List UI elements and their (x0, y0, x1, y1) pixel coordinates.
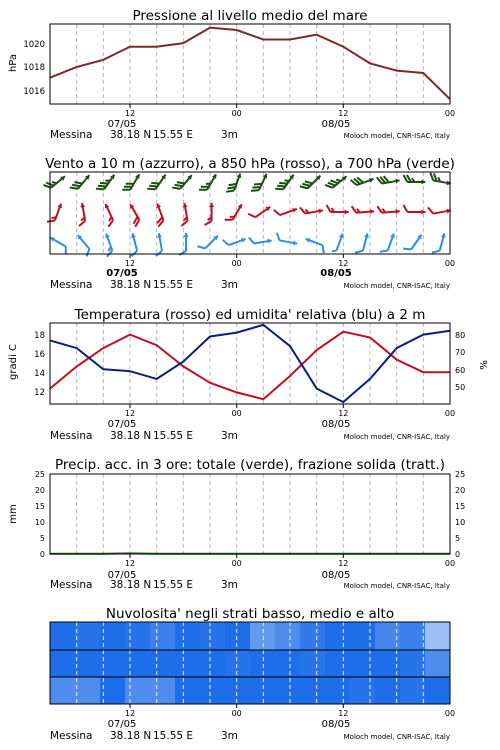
precip-title: Precip. acc. in 3 ore: totale (verde), frazione solida (tratt.) (55, 457, 445, 473)
wind-credit: Moloch model, CNR-ISAC, Italy (343, 282, 450, 290)
cloud-cell-basso (125, 677, 151, 704)
wind-barb-flag (403, 245, 411, 252)
cloud-cell-medio (200, 650, 226, 677)
cloud-cell-basso (325, 677, 351, 704)
wind-barb-10m (100, 233, 116, 257)
pressure-line (50, 28, 450, 100)
wind-barb-850 (151, 203, 167, 227)
temperature-date-2: 08/05 (321, 419, 351, 430)
humidity-ytick-50: 50 (455, 383, 466, 392)
temperature-xtick-12b: 12 (338, 409, 349, 418)
wind-barb-700 (44, 171, 67, 192)
wind-barb-flag (352, 206, 357, 213)
temperature-ytick-14: 14 (34, 369, 45, 379)
temperature-location: Messina (50, 430, 93, 442)
pressure-title: Pressione al livello medio del mare (132, 8, 368, 24)
wind-barb-700 (70, 171, 91, 194)
cloud-cell-alto (250, 622, 276, 650)
wind-barb-flag (403, 205, 407, 212)
pressure-xtick-00b: 00 (444, 109, 456, 118)
precip-ytick-10: 10 (34, 518, 45, 527)
temperature-date-1: 07/05 (107, 419, 137, 430)
cloud-cell-medio (250, 650, 276, 677)
wind-barb-flag (197, 243, 205, 251)
precip-y2tick-5: 5 (455, 534, 461, 543)
wind-barb-flag (47, 218, 55, 224)
temperature-ytick-12: 12 (34, 388, 45, 398)
temperature-ytick-18: 18 (34, 331, 45, 341)
precip-frame (50, 474, 450, 554)
cloud-cell-basso (400, 677, 426, 704)
cloud-latitude: 38.18 N (110, 730, 152, 742)
pressure-altitude: 3m (221, 129, 238, 141)
cloud-xtick-12a: 12 (124, 709, 136, 718)
precip-location: Messina (50, 579, 93, 591)
wind-barb-850 (377, 204, 400, 215)
cloud-cell-alto (400, 622, 426, 650)
pressure-panel (8, 8, 455, 141)
cloud-cell-medio (400, 650, 426, 677)
wind-location: Messina (50, 279, 93, 291)
cloud-panel (50, 606, 455, 742)
cloud-cell-basso (175, 677, 201, 704)
cloud-cell-medio (425, 650, 451, 677)
wind-title: Vento a 10 m (azzurro), a 850 hPa (rosso), a 700 hPa (verde) (45, 156, 455, 172)
cloud-cell-alto (200, 622, 226, 650)
pressure-location: Messina (50, 129, 93, 141)
cloud-cell-alto (125, 622, 151, 650)
cloud-cell-basso (75, 677, 101, 704)
wind-barb-10m (72, 233, 93, 256)
wind-barb-850 (352, 204, 375, 215)
wind-longitude: 15.55 E (153, 279, 194, 291)
wind-barb-10m (355, 231, 370, 255)
wind-barb-flag (274, 209, 280, 217)
cloud-cells (50, 622, 451, 704)
precip-grid (77, 474, 424, 558)
precip-xtick-00a: 00 (231, 559, 242, 568)
temperature-frame (50, 323, 450, 404)
humidity-ylabel: % (479, 360, 490, 370)
cloud-cell-alto (225, 622, 251, 650)
wind-barb-flag (320, 245, 326, 253)
wind-barb-700 (300, 171, 322, 193)
wind-barb-850 (300, 204, 323, 217)
cloud-cell-medio (175, 650, 201, 677)
temperature-ylabel: gradi C (8, 344, 19, 380)
wind-barb-flag (428, 207, 433, 215)
wind-barb-head (345, 210, 349, 215)
wind-barb-10m (152, 233, 165, 256)
wind-barb-700 (199, 171, 218, 195)
temperature-altitude: 3m (221, 430, 238, 442)
cloud-cell-basso (300, 677, 326, 704)
cloud-cell-medio (350, 650, 376, 677)
pressure-ylabel: hPa (8, 53, 19, 73)
pressure-xtick-12a: 12 (124, 109, 136, 118)
pressure-ytick-1016: 1016 (23, 87, 45, 97)
precip-xtick-00b: 00 (444, 559, 456, 568)
wind-barb-850 (327, 205, 349, 215)
wind-date-1: 07/05 (106, 268, 138, 279)
wind-barb-850 (205, 203, 215, 225)
temperature-xtick-12a: 12 (124, 409, 136, 418)
pressure-xtick-12b: 12 (338, 109, 349, 118)
cloud-cell-alto (275, 622, 301, 650)
precip-y2tick-0: 0 (455, 550, 461, 559)
precip-ytick-25: 25 (34, 470, 45, 479)
cloud-cell-medio (75, 650, 101, 677)
wind-barb-flag (377, 206, 382, 213)
cloud-cell-medio (50, 650, 76, 677)
precip-credit: Moloch model, CNR-ISAC, Italy (343, 582, 450, 590)
cloud-date-2: 08/05 (321, 719, 351, 730)
precip-panel (8, 457, 465, 591)
cloud-cell-alto (75, 622, 101, 650)
precip-longitude: 15.55 E (153, 579, 194, 591)
precip-latitude: 38.18 N (110, 579, 152, 591)
cloud-cell-basso (50, 677, 76, 704)
temperature-xtick-00b: 00 (444, 409, 456, 418)
wind-panel (44, 156, 456, 291)
wind-barb-flag (62, 247, 69, 255)
cloud-cell-medio (325, 650, 351, 677)
precip-xtick-12b: 12 (338, 559, 349, 568)
cloud-xtick-00b: 00 (444, 709, 456, 718)
precip-date-2: 08/05 (321, 570, 351, 581)
wind-barb-flag (181, 221, 189, 226)
wind-barb-700 (429, 173, 452, 186)
wind-barb-850 (248, 201, 271, 221)
temperature-latitude: 38.18 N (110, 430, 152, 442)
cloud-cell-basso (200, 677, 226, 704)
wind-barb-10m (223, 232, 247, 248)
wind-barb-flag (78, 221, 86, 226)
cloud-altitude: 3m (221, 730, 238, 742)
humidity-line (50, 325, 450, 402)
pressure-credit: Moloch model, CNR-ISAC, Italy (343, 132, 450, 140)
wind-barb-head (370, 209, 374, 214)
wind-date-2: 08/05 (320, 268, 352, 279)
cloud-title: Nuvolosita' negli strati basso, medio e alto (105, 606, 395, 622)
cloud-cell-medio (225, 650, 251, 677)
temperature-line (50, 332, 450, 400)
temperature-panel (8, 307, 490, 442)
wind-barb-head (396, 209, 400, 214)
cloud-cell-basso (350, 677, 376, 704)
wind-barb-10m (380, 231, 396, 255)
precip-y2tick-25: 25 (455, 470, 466, 479)
wind-barb-850 (124, 203, 143, 227)
wind-xtick-00a: 00 (231, 259, 242, 268)
wind-barb-700 (251, 171, 269, 195)
wind-barb-850 (225, 201, 244, 225)
cloud-cell-basso (225, 677, 251, 704)
wind-barb-700 (147, 171, 167, 194)
wind-barb-700 (403, 175, 425, 185)
wind-barb-flag (276, 233, 281, 241)
wind-barb-flag (380, 248, 388, 254)
pressure-longitude: 15.55 E (153, 129, 194, 141)
wind-barb-10m (275, 233, 298, 246)
humidity-ytick-70: 70 (455, 348, 466, 357)
cloud-cell-alto (175, 622, 201, 650)
precip-altitude: 3m (221, 579, 238, 591)
pressure-latitude: 38.18 N (110, 129, 152, 141)
cloud-cell-alto (350, 622, 376, 650)
wind-barb-half-flag (332, 249, 337, 253)
cloud-cell-medio (300, 650, 326, 677)
cloud-cell-medio (275, 650, 301, 677)
wind-barb-flag (223, 239, 229, 247)
pressure-date-2: 08/05 (321, 119, 351, 130)
wind-barb-10m (303, 237, 327, 253)
cloud-cell-alto (300, 622, 326, 650)
precip-ytick-5: 5 (39, 534, 45, 543)
cloud-credit: Moloch model, CNR-ISAC, Italy (343, 733, 450, 741)
precip-ytick-0: 0 (39, 550, 45, 559)
wind-barb-850 (274, 202, 298, 218)
temperature-credit: Moloch model, CNR-ISAC, Italy (343, 433, 450, 441)
temperature-title: Temperatura (rosso) ed umidita' relativa (blu) a 2 m (74, 307, 426, 323)
pressure-ytick-1020: 1020 (23, 40, 45, 50)
pressure-date-1: 07/05 (107, 119, 137, 130)
cloud-cell-alto (325, 622, 351, 650)
precip-ytick-20: 20 (34, 486, 45, 495)
wind-xtick-00b: 00 (444, 259, 456, 268)
cloud-cell-alto (50, 622, 76, 650)
wind-barb-flag (107, 220, 115, 227)
wind-barb-10m (249, 234, 272, 247)
wind-barbs (44, 171, 453, 257)
temperature-xtick-00a: 00 (231, 409, 242, 418)
cloud-xtick-12b: 12 (338, 709, 349, 718)
precip-ylabel: mm (8, 504, 19, 524)
cloud-cell-medio (125, 650, 151, 677)
cloud-cell-basso (275, 677, 301, 704)
wind-xtick-12a: 12 (124, 259, 136, 268)
cloud-cell-basso (425, 677, 451, 704)
wind-barb-850 (403, 205, 425, 215)
wind-barb-flag (84, 249, 92, 257)
wind-barb-700 (226, 171, 242, 195)
wind-barb-850 (47, 201, 63, 225)
temperature-longitude: 15.55 E (153, 430, 194, 442)
cloud-cell-basso (250, 677, 276, 704)
precip-y2tick-20: 20 (455, 486, 466, 495)
cloud-date-1: 07/05 (107, 719, 137, 730)
cloud-cell-basso (150, 677, 176, 704)
wind-barb-10m (197, 231, 219, 253)
wind-barb-850 (178, 203, 191, 226)
pressure-grid (77, 24, 424, 108)
wind-altitude: 3m (221, 279, 238, 291)
precip-xtick-12a: 12 (124, 559, 136, 568)
precip-y2tick-10: 10 (455, 518, 466, 527)
wind-barb-10m (126, 233, 141, 257)
wind-xtick-12b: 12 (338, 259, 349, 268)
wind-barb-700 (325, 171, 348, 192)
precip-ytick-15: 15 (34, 502, 45, 511)
wind-barb-flag (249, 237, 254, 245)
cloud-xtick-00a: 00 (231, 709, 242, 718)
wind-barb-850 (428, 204, 451, 217)
wind-barb-flag (248, 211, 255, 219)
humidity-ytick-80: 80 (455, 331, 466, 340)
wind-barb-head (184, 233, 189, 237)
wind-barb-700 (275, 171, 295, 194)
wind-barb-700 (96, 171, 116, 194)
temperature-ytick-16: 16 (34, 350, 45, 360)
cloud-cell-alto (150, 622, 176, 650)
cloud-cell-alto (425, 622, 451, 650)
pressure-frame (50, 24, 450, 104)
wind-barb-flag (205, 221, 212, 225)
wind-barb-10m (403, 231, 423, 254)
cloud-longitude: 15.55 E (153, 730, 194, 742)
wind-barb-850 (99, 203, 117, 227)
wind-barb-flag (327, 205, 331, 212)
pressure-xtick-00a: 00 (231, 109, 242, 118)
cloud-cell-medio (150, 650, 176, 677)
wind-latitude: 38.18 N (110, 279, 152, 291)
pressure-ytick-1018: 1018 (23, 63, 45, 73)
humidity-ytick-60: 60 (455, 366, 466, 375)
precip-date-1: 07/05 (107, 570, 137, 581)
wind-barb-700 (122, 171, 141, 195)
wind-barb-700 (351, 172, 375, 188)
cloud-location: Messina (50, 730, 93, 742)
precip-y2tick-15: 15 (455, 502, 466, 511)
wind-barb-10m (432, 231, 447, 255)
wind-barb-flag (300, 207, 305, 215)
